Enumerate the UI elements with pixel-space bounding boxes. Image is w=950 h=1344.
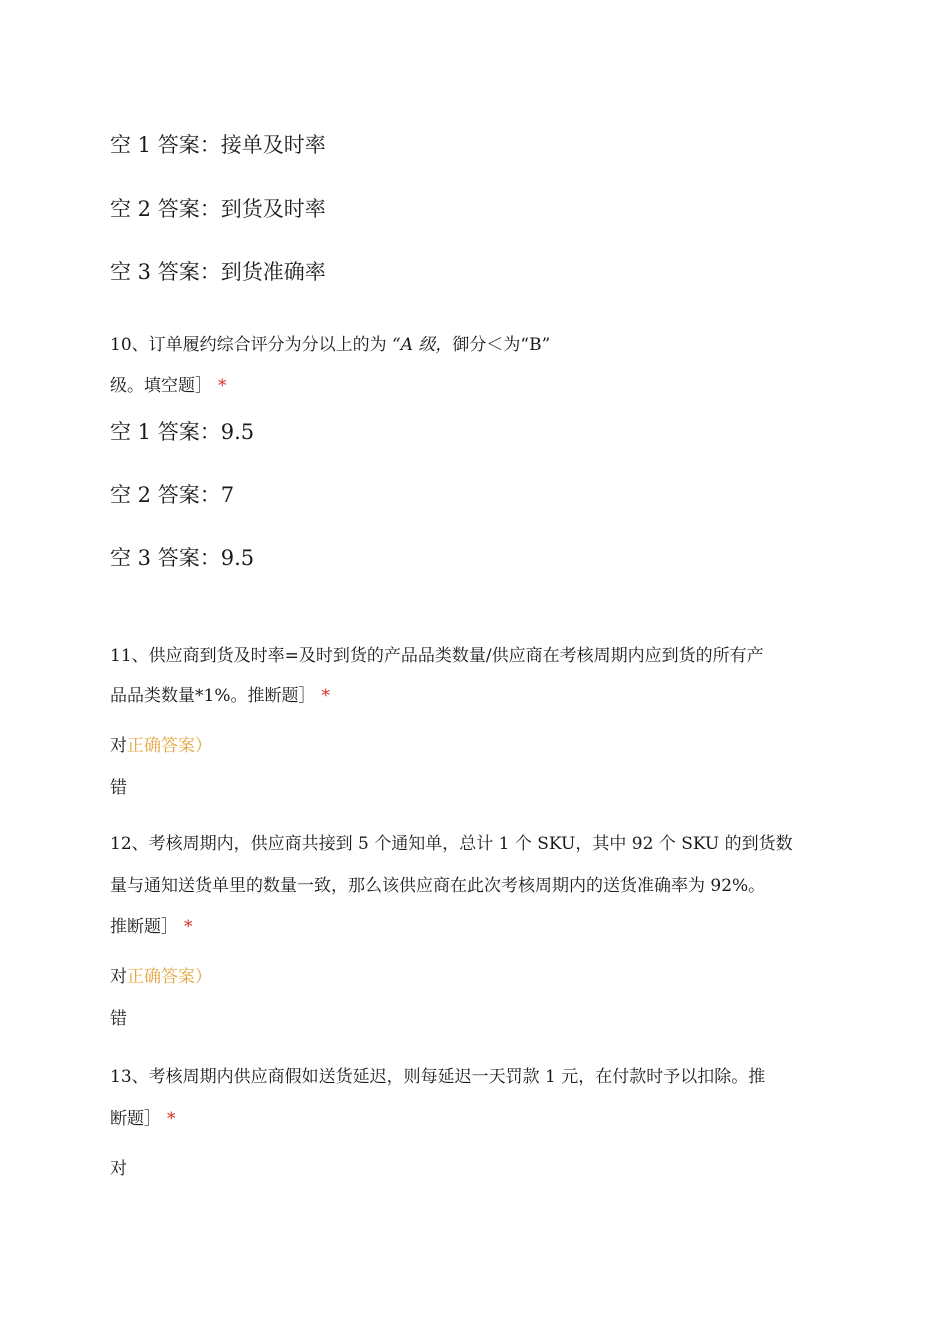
q10-text-line-1: 10、订单履约综合评分为分以上的为 “A 级，御分＜为“B” bbox=[110, 335, 551, 355]
q11-option-false[interactable]: 错 bbox=[110, 778, 127, 798]
required-star-icon: * bbox=[184, 917, 193, 937]
correct-answer-note: 正确答案） bbox=[127, 967, 212, 987]
answer-label: 空 1 答案： bbox=[110, 420, 221, 444]
q9-answer-2 bbox=[110, 195, 326, 223]
answer-label: 空 1 答案： bbox=[110, 133, 221, 157]
answer-value: 9.5 bbox=[220, 420, 255, 444]
q12-option-true[interactable]: 对正确答案） bbox=[110, 967, 212, 987]
q10-answer-1 bbox=[110, 418, 254, 446]
q12-text-line-3: 推断题］ * bbox=[110, 917, 193, 937]
answer-label: 空 2 答案： bbox=[110, 197, 221, 221]
q9-answer-3 bbox=[110, 258, 326, 286]
answer-value: 接单及时率 bbox=[220, 133, 326, 157]
q10-text-line-2: 级。填空题］ * bbox=[110, 376, 227, 396]
q13-text-line-1: 13、考核周期内供应商假如送货延迟，则每延迟一天罚款 1 元，在付款时予以扣除。推 bbox=[110, 1067, 766, 1087]
answer-value: 9.5 bbox=[220, 546, 255, 570]
q12-option-false[interactable]: 错 bbox=[110, 1009, 127, 1029]
q13-text-line-2: 断题］ * bbox=[110, 1109, 176, 1129]
correct-answer-note: 正确答案） bbox=[127, 736, 212, 756]
q10-italic-fragment: “A 级， bbox=[392, 335, 453, 355]
q11-text-line-2: 品品类数量*1%。推断题］ * bbox=[110, 686, 330, 706]
required-star-icon: * bbox=[321, 686, 330, 706]
answer-label: 空 2 答案： bbox=[110, 483, 221, 507]
answer-value: 7 bbox=[220, 483, 235, 507]
q13-option-true[interactable]: 对 bbox=[110, 1159, 127, 1179]
answer-value: 到货准确率 bbox=[220, 260, 326, 284]
answer-value: 到货及时率 bbox=[220, 197, 326, 221]
answer-label: 空 3 答案： bbox=[110, 546, 221, 570]
q12-text-line-2: 量与通知送货单里的数量一致，那么该供应商在此次考核周期内的送货准确率为 92%。 bbox=[110, 876, 766, 896]
q9-answer-1 bbox=[110, 131, 326, 159]
answer-label: 空 3 答案： bbox=[110, 260, 221, 284]
q10-answer-3 bbox=[110, 544, 254, 572]
q12-text-line-1: 12、考核周期内，供应商共接到 5 个通知单，总计 1 个 SKU，其中 92 个 SKU 的到货数 bbox=[110, 834, 793, 854]
required-star-icon: * bbox=[167, 1109, 176, 1129]
q11-text-line-1: 11、供应商到货及时率=及时到货的产品品类数量/供应商在考核周期内应到货的所有产 bbox=[110, 646, 764, 666]
required-star-icon: * bbox=[218, 376, 227, 396]
q10-answer-2 bbox=[110, 481, 234, 509]
q11-option-true[interactable]: 对正确答案） bbox=[110, 736, 212, 756]
